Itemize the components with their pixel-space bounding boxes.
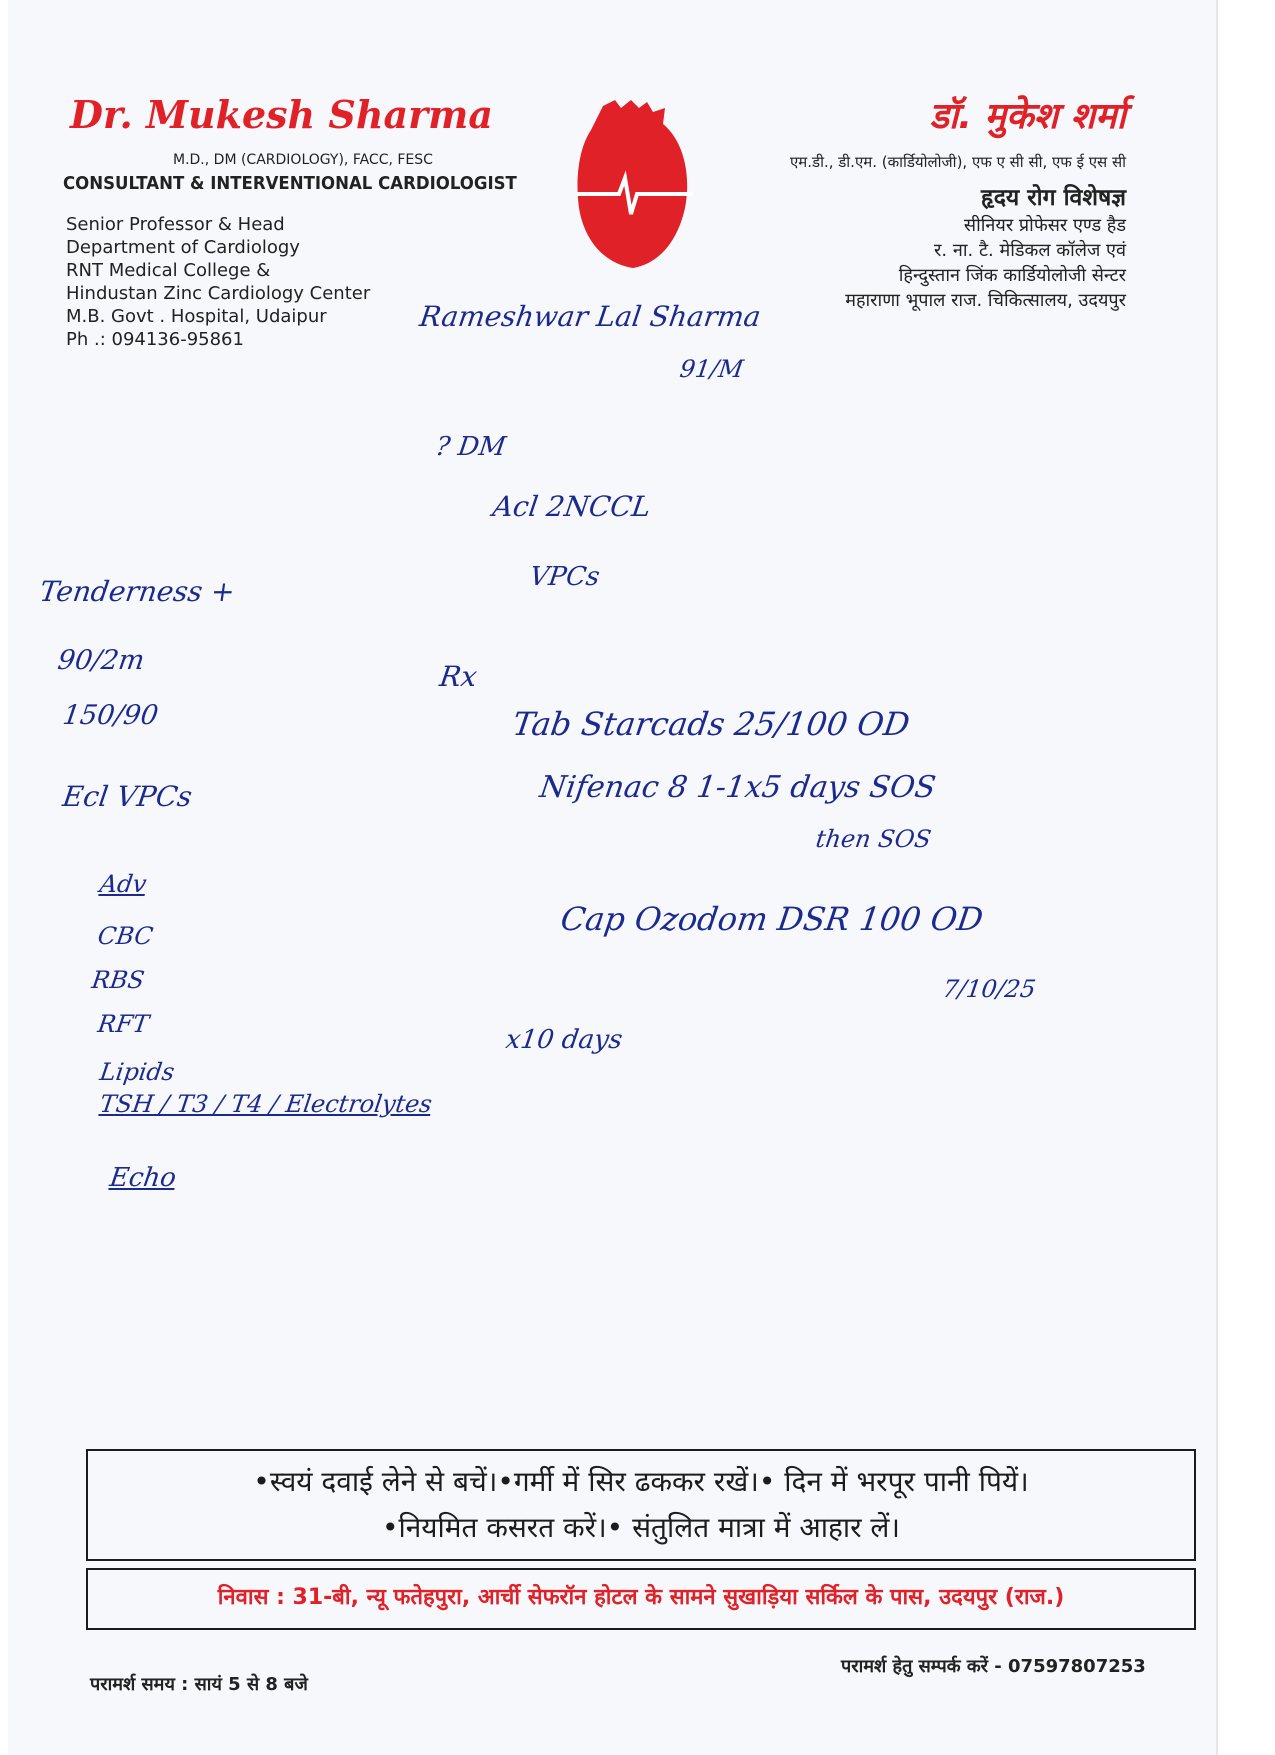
exam-note: 90/2m (55, 645, 147, 676)
history-line: ? DM (433, 432, 508, 462)
signature-date: 7/10/25 (941, 975, 1038, 1003)
rx-line: Cap Ozodom DSR 100 OD (558, 900, 986, 938)
exam-note: Tenderness + (37, 575, 238, 608)
address-en-line: RNT Medical College & (66, 260, 271, 281)
address-hi-line: हिन्दुस्तान जिंक कार्डियोलोजी सेन्टर (898, 265, 1126, 286)
doctor-title-en: CONSULTANT & INTERVENTIONAL CARDIOLOGIST (63, 173, 517, 194)
investigation-item: Adv (98, 870, 149, 898)
address-en (66, 213, 370, 351)
address-hi (845, 213, 1126, 313)
address-en-line: Hindustan Zinc Cardiology Center (66, 283, 371, 304)
investigation-item: TSH / T3 / T4 / Electrolytes (98, 1090, 434, 1118)
doctor-title-hi: हृदय रोग विशेषज्ञ (981, 185, 1126, 211)
qualifications-en: M.D., DM (CARDIOLOGY), FACC, FESC (173, 152, 433, 168)
rx-line: Nifenac 8 1-1x5 days SOS (537, 770, 938, 805)
rx-line: Tab Starcads 25/100 OD (510, 705, 913, 743)
advice-line: •नियमित कसरत करें।• संतुलित मात्रा में आहार लें। (381, 1511, 901, 1544)
doctor-name-en: Dr. Mukesh Sharma (70, 92, 493, 137)
address-hi-line: सीनियर प्रोफेसर एण्ड हैड (963, 215, 1126, 236)
investigation-item: Echo (107, 1163, 179, 1193)
address-en-line: Senior Professor & Head (66, 214, 285, 235)
exam-note: Ecl VPCs (60, 780, 195, 813)
heart-ecg-logo (573, 98, 695, 270)
prescription-sheet (8, 0, 1216, 1755)
residence-address: निवास : 31-बी, न्यू फतेहपुरा, आर्ची सेफरॉन होटल के सामने सुखाड़िया सर्किल के पास, उदयपुर (राज.) (217, 1585, 1065, 1610)
address-en-line: M.B. Govt . Hospital, Udaipur (66, 306, 327, 327)
patient-age: 91/M (678, 355, 746, 383)
investigation-item: CBC (96, 922, 155, 950)
investigation-item: Lipids (98, 1058, 177, 1086)
address-hi-line: महाराणा भूपाल राज. चिकित्सालय, उदयपुर (845, 290, 1126, 311)
address-en-line: Department of Cardiology (66, 237, 300, 258)
history-line: VPCs (527, 562, 602, 592)
patient-name: Rameshwar Lal Sharma (417, 300, 763, 333)
consultation-contact: परामर्श हेतु सम्पर्क करें - 07597807253 (841, 1656, 1146, 1677)
investigation-item: RBS (90, 966, 147, 994)
exam-note: 150/90 (60, 700, 161, 731)
history-line: Acl 2NCCL (490, 490, 653, 523)
rx-line: x10 days (503, 1025, 625, 1055)
consultation-timing: परामर्श समय : सायं 5 से 8 बजे (90, 1674, 308, 1695)
health-advice-box (86, 1449, 1196, 1561)
investigation-item: RFT (96, 1010, 151, 1038)
residence-address-box (86, 1568, 1196, 1630)
rx-line: then SOS (814, 825, 933, 853)
address-hi-line: र. ना. टै. मेडिकल कॉलेज एवं (934, 240, 1126, 261)
rx-symbol: Rx (437, 660, 480, 693)
qualifications-hi: एम.डी., डी.एम. (कार्डियोलोजी), एफ ए सी सी, एफ ई एस सी (790, 153, 1126, 171)
address-en-line: Ph .: 094136-95861 (66, 329, 244, 350)
doctor-name-hi: डॉ. मुकेश शर्मा (929, 96, 1126, 137)
advice-line: •स्वयं दवाई लेने से बचें।•गर्मी में सिर ढककर रखें।• दिन में भरपूर पानी पियें। (253, 1465, 1029, 1498)
